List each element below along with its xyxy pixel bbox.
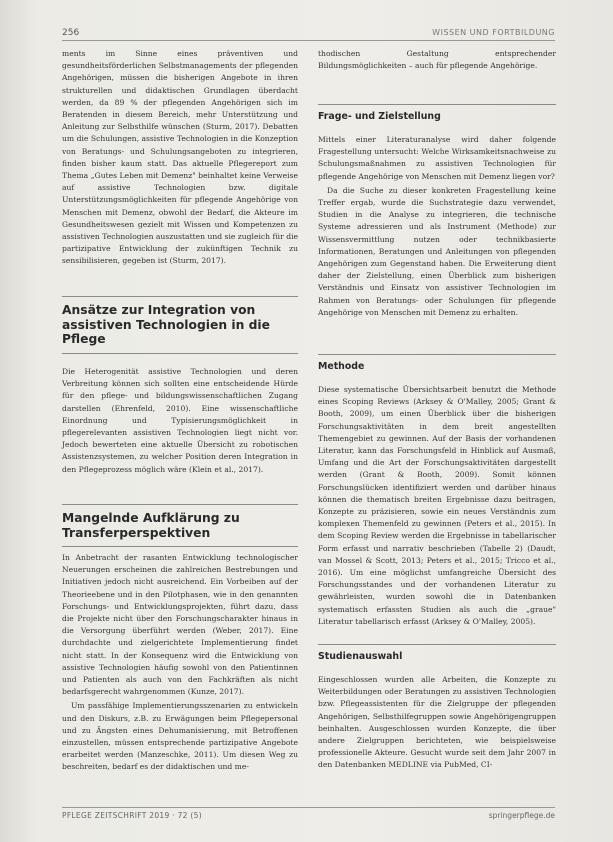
heading-ansaetze: Ansätze zur Integration von assistiven Technologien in die Pflege [62, 303, 270, 346]
right-paragraph-5: Eingeschlossen wurden alle Arbeiten, die Konzepte zu Weiterbildungen oder Beratungen zu assistiven Technologien bzw. Pflegeassistenten für die Zielgruppe der pflegenden Angehörigen, Selbsthilfegruppen sowie Angehörigengruppen beinhalten. Ausgeschlossen wurden Konzepte, die über andere Zielgruppen berichteten, wie beispielsweise professionelle Akteure. Gesucht wurde seit dem Jahr 2007 in den Datenbanken MEDLINE via PubMed, CI- [318, 675, 556, 770]
footer-rule [62, 807, 555, 808]
left-paragraph-3: In Anbetracht der rasanten Entwicklung technologischer Neuerungen erscheinen die zahlreichen Bestrebungen und Initiativen jedoch nicht ausreichend. Ein Vorbeiben auf der Theorieebene und in den Pilotphasen, wie in den genannten Forschungs- und Entwicklungsprojekten, führt dazu, dass die Projekte nicht über den Forschungscharakter hinaus in die Versorgung überführt werden (Weber, 2017). Eine durchdachte und zielgerichtete Implementierung findet nicht statt. In der Konsequenz wird die Entwicklung von assistive Technologien häufig sowohl von den Patientinnen und Patienten als auch von den Fachkräften als nicht bedarfsgerecht wahrgenommen (Kunze, 2017). [62, 553, 298, 697]
journal-footer: PFLEGE ZEITSCHRIFT 2019 · 72 (5) [62, 811, 202, 820]
section-label: WISSEN UND FORTBILDUNG [432, 28, 555, 37]
heading-mangelnde: Mangelnde Aufklärung zu Transferperspektiven [62, 511, 240, 540]
heading-frage: Frage- und Zielstellung [318, 111, 441, 122]
left-paragraph-1: ments im Sinne eines präventiven und gesundheitsförderlichen Selbstmanagements der pflegenden Angehörigen, müssen die bisherigen Angebote in ihren strukturellen und didaktischen Grundlagen überdacht werden, da 89 % der pflegenden Angehörigen sich im Beratenden in diesem Bereich, mehr Unterstützung und Anleitung zur Selbsthilfe wünschen (Sturm, 2017). Debatten um die Schulungen, assistive Technologien in die Konzeption von Beratungs- und Schulungsangeboten zu integrieren, finden bisher kaum statt. Das aktuelle Pflegereport zum Thema „Gutes Leben mit Demenz" beinhaltet keine Verweise auf assistive Technologien bzw. digitale Unterstützungsmöglichkeiten für pflegende Angehörige von Menschen mit Demenz, obwohl der Bedarf, die Akteure im Gesundheitswesen gezielt mit Wissen und Kompetenzen zu assistiven Technologien auszustatten und sie zugleich für die partizipative Entwicklung der zukünftigen Technik zu sensibilisieren, gegeben ist (Sturm, 2017). [62, 49, 298, 266]
right-paragraph-1: thodischen Gestaltung entsprechender Bildungsmöglichkeiten – auch für pflegende Angehörige. [318, 49, 556, 71]
section-rule [62, 353, 298, 354]
right-paragraph-4: Diese systematische Übersichtsarbeit benutzt die Methode eines Scoping Reviews (Arksey & O'Malley, 2005; Grant & Booth, 2009), um einen Überblick über die bisherigen Forschungsaktivitäten in dem breit angestellten Themengebiet zu gewinnen. Auf der Basis der vorhandenen Literatur, kann das Forschungsfeld in Hinblick auf Ausmaß, Umfang und die Art der Forschungsaktivitäten dargestellt werden (Grant & Booth, 2009). Somit können Forschungslücken identifiziert werden und darüber hinaus können die thematisch breiten Ergebnisse dazu beitragen, Konzepte zu präzisieren, sowie ein neues Verständnis zum komplexen Themenfeld zu gewinnen (Peters et al., 2015). In dem Scoping Review werden die Ergebnisse in tabellarischer Form erfasst und narrativ beschrieben (Tabelle 2) (Daudt, van Mossel & Scott, 2013; Peters et al., 2015; Tricco et al., 2016). Um eine möglichst umfangreiche Übersicht des Forschungsstandes und der vorhandenen Literatur zu gewährleisten, wurden sowohl die in Datenbanken systematisch erfassten Studien als auch die „graue" Literatur tabellarisch erfasst (Arksey & O'Malley, 2005). [318, 385, 556, 626]
left-paragraph-2: Die Heterogenität assistive Technologien und deren Verbreitung können sich sollten eine entscheidende Hürde für den pflege- und bildungswissenschaftlichen Zugang darstellen (Ehrenfeld, 2010). Eine wissenschaftliche Einordnung und Typisierungsmöglichkeit in pflegerelevanten assistiven Technologien liegt nicht vor. Jedoch bewerteten eine aktuelle Übersicht zu robotischen Assistenzsystemen, zu welcher Position deren Integration in den Pflegeprozess möglich wäre (Klein et al., 2017). [62, 367, 298, 474]
section-rule [62, 546, 298, 547]
left-paragraph-4: Um passfähige Implementierungsszenarien zu entwickeln und den Diskurs, z.B. zu Erwägungen beim Pflegepersonal und zu Ängsten eines Dehumanisierung, mit Betroffenen einzustellen, müssen entsprechende partizipative Angebote erarbeitet werden (Manzeschke, 2011). Um diesen Weg zu beschreiten, bedarf es der didaktischen und me- [62, 701, 298, 772]
heading-methode: Methode [318, 361, 365, 372]
heading-studienauswahl: Studienauswahl [318, 651, 403, 662]
right-paragraph-3: Da die Suche zu dieser konkreten Fragestellung keine Treffer ergab, wurde die Suchstrategie dazu verwendet, Studien in die Analyse zu integrieren, die technische Systeme adressieren und als Instrument (Methode) zur Wissensvermittlung nutzen oder technikbasierte Informationen, Beratungen und Anleitungen von pflegenden Angehörigen zum Gegenstand haben. Die Erweiterung dient daher der Zielstellung, einen Überblick zum bisherigen Verständnis und Einsatz von assistiver Technologien im Rahmen von Beratungs- oder Schulungen für pflegende Angehörige von Menschen mit Demenz zu erhalten. [318, 185, 556, 317]
page-number: 256 [62, 28, 80, 38]
header-rule [62, 40, 555, 41]
publisher-footer: springerpflege.de [488, 811, 555, 820]
right-paragraph-2: Mittels einer Literaturanalyse wird daher folgende Fragestellung untersucht: Welche Wirksamkeitsnachweise zu Schulungsmaßnahmen zu assistiven Technologien für pflegende Angehörige von Menschen mit Demenz liegen vor? [318, 135, 556, 181]
